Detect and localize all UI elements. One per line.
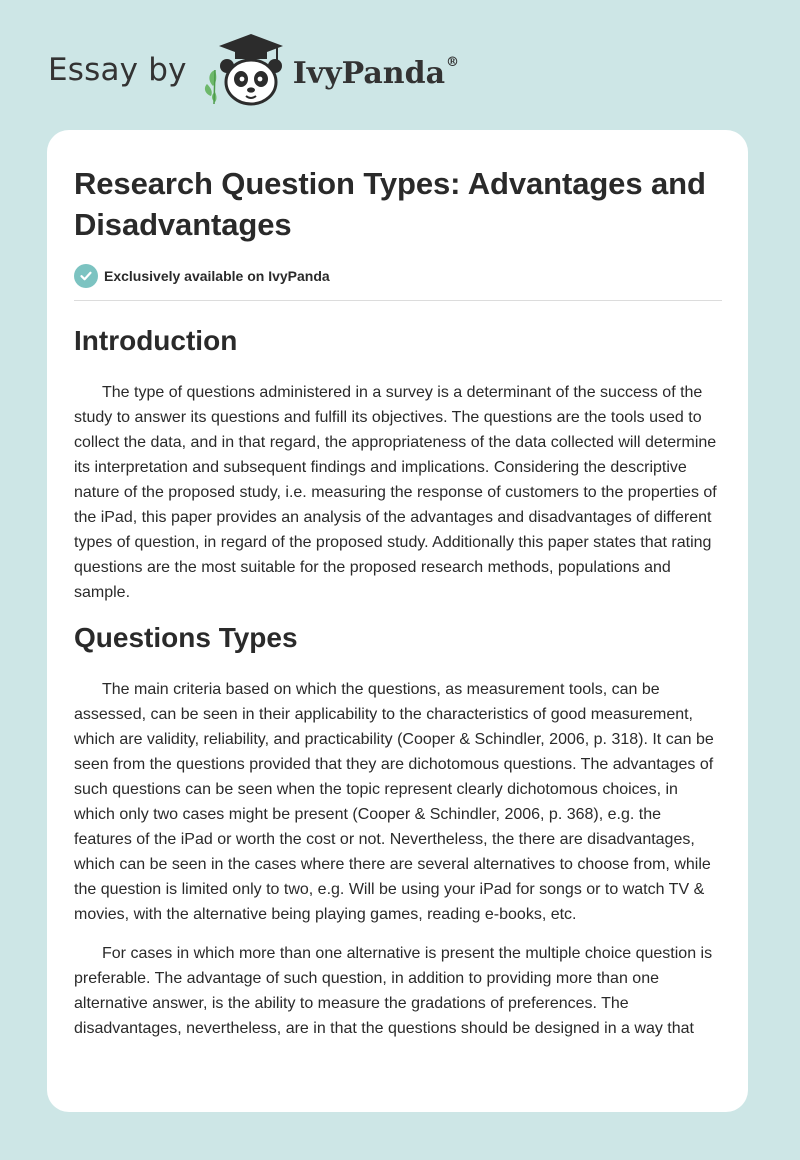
brand-name[interactable] [293,56,459,91]
section-questions-types [74,621,722,1041]
paragraph: The type of questions administered in a survey is a determinant of the success of the study to answer its questions and fulfill its objectives. The questions are the tools used to collect the data, and in that regard, the appropriateness of the data collected will determine its interpretation and subsequent findings and implications. Considering the descriptive nature of the proposed study, i.e. measuring the response of customers to the properties of the iPad, this paper provides an analysis of the advantages and disadvantages of different types of question, in regard of the proposed study. Additionally this paper states that rating questions are the most suitable for the proposed research methods, populations and sample. [74,384,717,601]
essay-card [47,130,748,1112]
section-heading: Questions Types [74,622,298,653]
panda-graduate-icon[interactable] [201,30,289,110]
check-icon [74,264,98,288]
paragraph: The main criteria based on which the questions, as measurement tools, can be assessed, can be seen in their applicability to the characteristics of good measurement, which are validity, reliability, and practicability (Cooper & Schindler, 2006, p. 318). It can be seen from the questions provided that they are dichotomous questions. The advantages of such questions can be seen when the topic represent clearly dichotomous choices, in which only two cases might be present (Cooper & Schindler, 2006, p. 368), e.g. the features of the iPad or worth the cost or not. Nevertheless, the there are disadvantages, which can be seen in the cases where there are several alternatives to choose from, while the question is limited only to two, e.g. Will be using your iPad for songs or to watch TV & movies, with the alternative being playing games, reading e-books, etc. [74,681,714,923]
section-heading: Introduction [74,325,238,356]
essay-by-label: Essay by [48,52,187,88]
exclusive-label: Exclusively available on IvyPanda [104,268,330,284]
page-title: Research Question Types: Advantages and Disadvantages [74,166,706,242]
paragraph: For cases in which more than one alternative is present the multiple choice question is preferable. The advantage of such question, in addition to providing more than one alternative answer, is the ability to measure the gradations of preferences. The disadvantages, nevertheless, are in that the questions should be designed in a way that [74,945,713,1037]
section-introduction [74,324,722,605]
brand-text: IvyPanda [292,55,446,91]
exclusive-badge [74,264,722,301]
site-header [48,30,459,110]
registered-mark: ® [446,54,460,70]
